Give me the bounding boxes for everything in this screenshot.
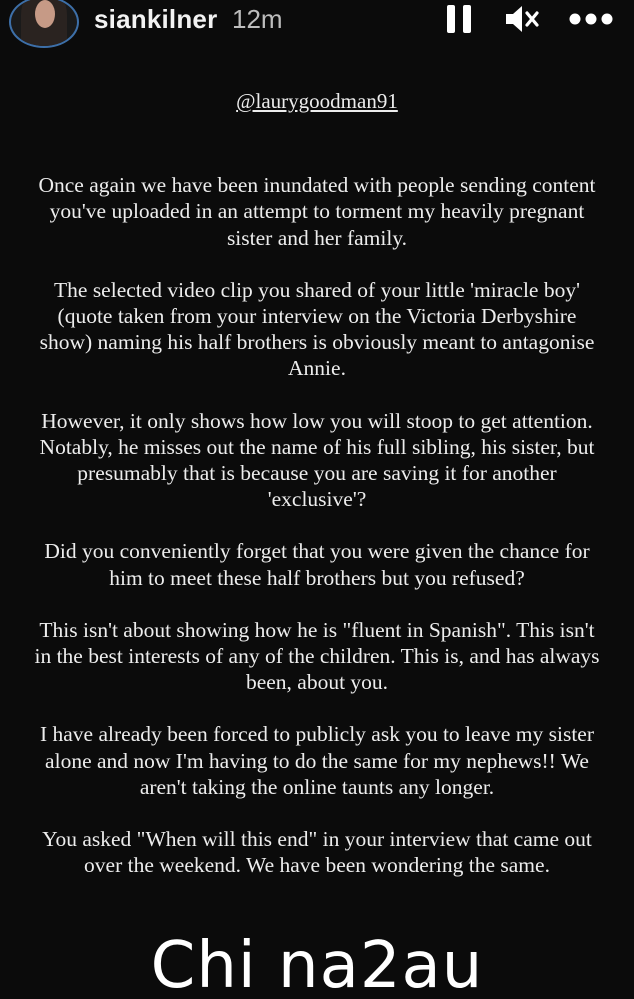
username[interactable]: siankilner xyxy=(94,4,218,34)
paragraph: However, it only shows how low you will stoop to get attention. Notably, he misses out the name of his full sibling, his sister, but presumably that is because you are saving it for another 'exclusive'? xyxy=(39,408,595,512)
paragraph: Once again we have been inundated with people sending content you've uploaded in an attempt to torment my heavily pregnant sister and her family. xyxy=(38,173,596,250)
paragraph: You asked "When will this end" in your interview that came out over the weekend. We have been wondering the same. xyxy=(42,827,592,878)
paragraph: This isn't about showing how he is "fluent in Spanish". This isn't in the best interests of any of the children. This is, and has always been, about you. xyxy=(34,617,600,695)
mute-icon[interactable] xyxy=(504,2,540,36)
mention-link[interactable]: @laurygoodman91 xyxy=(236,89,398,113)
watermark: Chi na2au xyxy=(150,929,484,999)
paragraph: Did you conveniently forget that you were given the chance for him to meet these half brothers but you refused? xyxy=(44,539,590,590)
avatar-face xyxy=(35,0,55,28)
post-time: 12m xyxy=(232,4,283,34)
story-text xyxy=(30,88,604,904)
story-header xyxy=(0,0,634,60)
paragraph: The selected video clip you shared of your little 'miracle boy' (quote taken from your interview on the Victoria Derbyshire show) naming his half brothers is obviously meant to antagonise Annie. xyxy=(39,277,595,381)
avatar[interactable] xyxy=(9,0,79,48)
paragraph: I have already been forced to publicly ask you to leave my sister alone and now I'm having to do the same for my nephews!! We aren't taking the online taunts any longer. xyxy=(39,722,595,799)
more-options-icon[interactable] xyxy=(568,2,614,36)
pause-icon[interactable] xyxy=(444,2,474,36)
